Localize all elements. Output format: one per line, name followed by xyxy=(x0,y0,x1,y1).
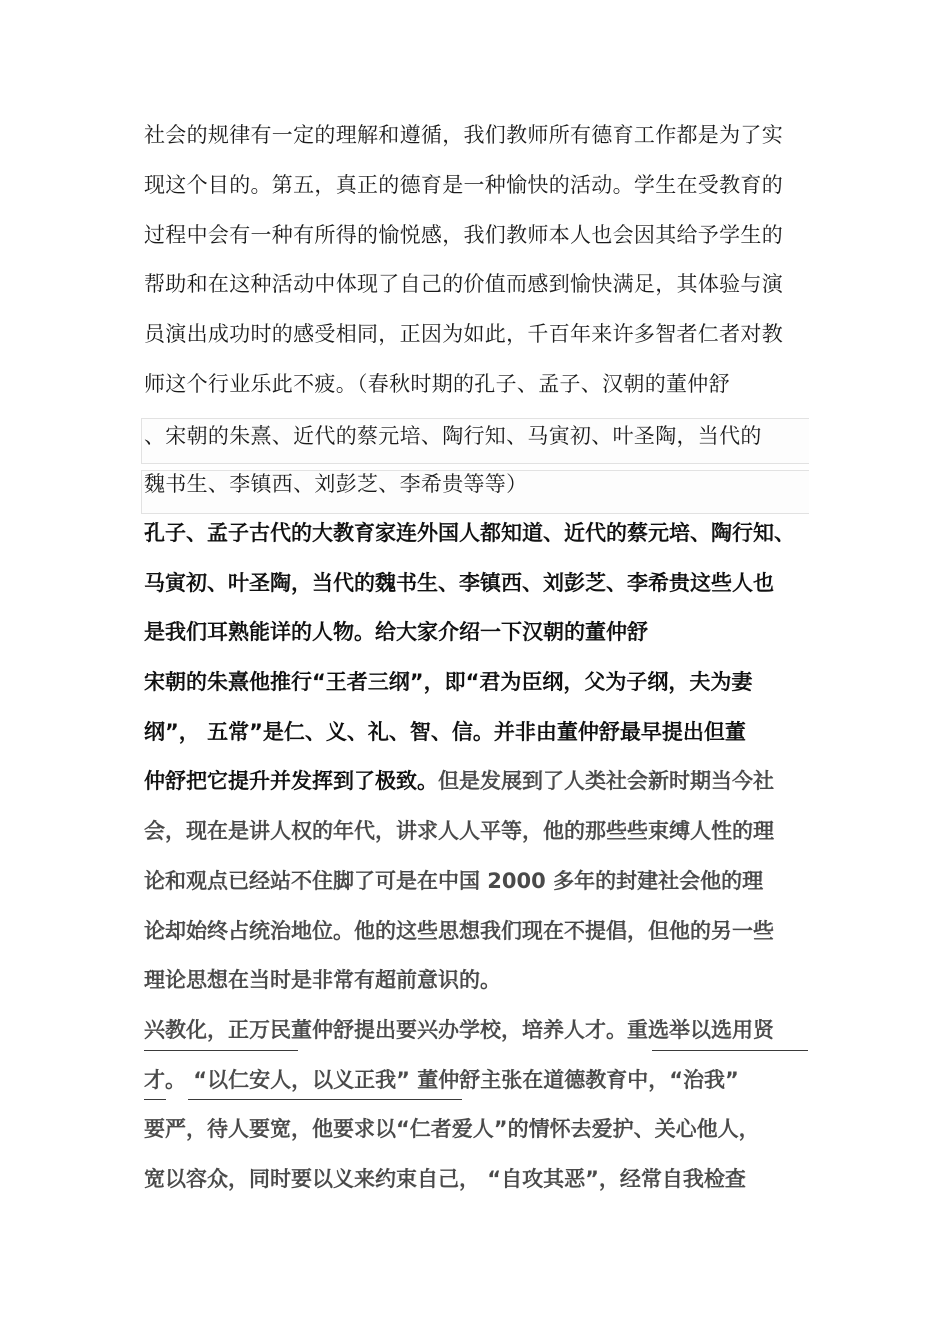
paragraph-line: 过程中会有一种有所得的愉悦感，我们教师本人也会因其给予学生的 xyxy=(144,223,783,247)
underlined-text: 重选举以选用贤 xyxy=(627,1018,774,1042)
underline-rule xyxy=(144,1099,166,1100)
paragraph-line: 会，现在是讲人权的年代，讲求人人平等，他的那些些束缚人性的理 xyxy=(144,819,774,843)
underline-rule xyxy=(652,1050,808,1051)
underline-rule xyxy=(144,1050,298,1051)
boxed-line: 魏书生、李镇西、刘彭芝、李希贵等等） xyxy=(144,472,528,496)
boxed-line: 、宋朝的朱熹、近代的蔡元培、陶行知、马寅初、叶圣陶，当代的 xyxy=(144,424,762,448)
underlined-text: 才。 xyxy=(144,1068,186,1092)
paragraph-line: 社会的规律有一定的理解和遵循，我们教师所有德育工作都是为了实 xyxy=(144,123,783,147)
dark-text: 仲舒把它提升并发挥到了极致。 xyxy=(144,769,438,793)
paragraph-line: 宋朝的朱熹他推行“王者三纲”，即“君为臣纲，父为子纲，夫为妻 xyxy=(144,670,753,694)
plain-text: 董仲舒主张在道德教育中，“治我” xyxy=(409,1068,739,1092)
paragraph-line: 孔子、孟子古代的大教育家连外国人都知道、近代的蔡元培、陶行知、 xyxy=(144,521,795,545)
paragraph-line: 论和观点已经站不住脚了可是在中国 2000 多年的封建社会他的理 xyxy=(144,869,764,893)
paragraph-line xyxy=(144,763,810,799)
underlined-text: “以仁安人，以义正我” xyxy=(186,1068,410,1092)
paragraph-line: 要严，待人要宽，他要求以“仁者爱人”的情怀去爱护、关心他人， xyxy=(144,1117,760,1141)
paragraph-line xyxy=(144,1012,810,1048)
underlined-text: 兴教化，正万民 xyxy=(144,1018,291,1042)
paragraph-line: 纲”， 五常”是仁、义、礼、智、信。并非由董仲舒最早提出但董 xyxy=(144,720,746,744)
paragraph-line: 现这个目的。第五，真正的德育是一种愉快的活动。学生在受教育的 xyxy=(144,173,783,197)
paragraph-line: 师这个行业乐此不疲。（春秋时期的孔子、孟子、汉朝的董仲舒 xyxy=(144,372,730,396)
gray-text: 但是发展到了人类社会新时期当今社 xyxy=(438,769,774,793)
paragraph-line: 员演出成功时的感受相同，正因为如此，千百年来许多智者仁者对教 xyxy=(144,322,783,346)
paragraph-line: 是我们耳熟能详的人物。给大家介绍一下汉朝的董仲舒 xyxy=(144,620,648,644)
plain-text: 董仲舒提出要兴办学校，培养人才。 xyxy=(291,1018,627,1042)
paragraph-line: 马寅初、叶圣陶，当代的魏书生、李镇西、刘彭芝、李希贵这些人也 xyxy=(144,571,774,595)
paragraph-line: 宽以容众，同时要以义来约束自己， “自攻其恶”，经常自我检查 xyxy=(144,1167,746,1191)
underline-rule xyxy=(188,1099,462,1100)
paragraph-line: 理论思想在当时是非常有超前意识的。 xyxy=(144,968,501,992)
paragraph-line xyxy=(144,1062,810,1098)
paragraph-line: 帮助和在这种活动中体现了自己的价值而感到愉快满足，其体验与演 xyxy=(144,272,783,296)
paragraph-line: 论却始终占统治地位。他的这些思想我们现在不提倡，但他的另一些 xyxy=(144,919,774,943)
